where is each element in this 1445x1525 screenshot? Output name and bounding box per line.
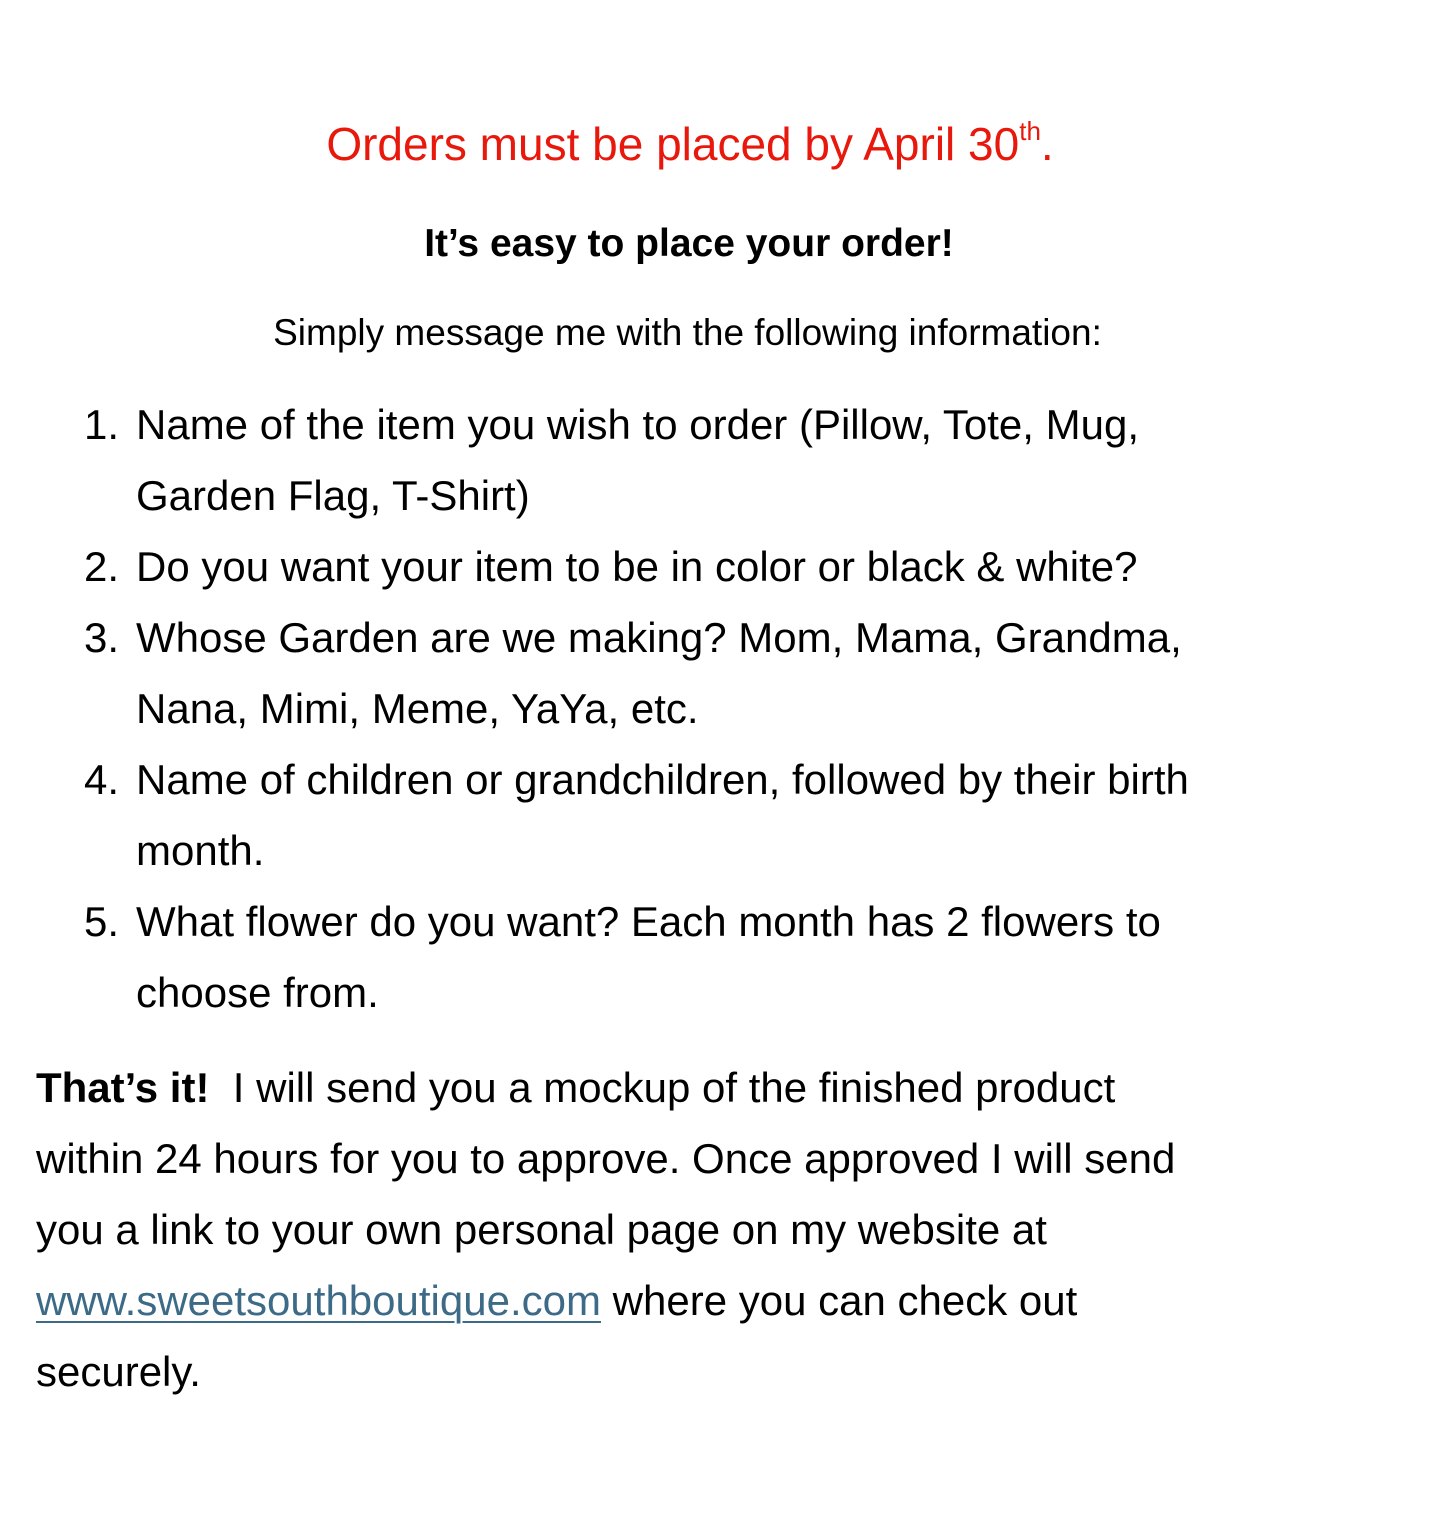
step-number: 2. — [84, 543, 120, 590]
closing-line4-text: where you can check out — [600, 1277, 1078, 1324]
step-number: 3. — [84, 614, 120, 661]
closing-line: securely. — [36, 1348, 201, 1395]
closing-line: within 24 hours for you to approve. Once approved I will send — [36, 1135, 1176, 1182]
deadline-text: Orders must be placed by April 30 — [326, 118, 1020, 170]
step-line: choose from. — [136, 969, 379, 1016]
step-line: Nana, Mimi, Meme, YaYa, etc. — [136, 685, 699, 732]
deadline-ordinal-suffix: th — [1019, 116, 1041, 146]
step-line: Garden Flag, T-Shirt) — [136, 472, 530, 519]
order-steps-list — [84, 389, 1404, 1028]
closing-line — [36, 1265, 1416, 1336]
closing-paragraph — [36, 1052, 1416, 1407]
step-number: 1. — [84, 401, 120, 448]
closing-line1-text: I will send you a mockup of the finished product — [209, 1064, 1116, 1111]
step-text — [136, 744, 1404, 886]
closing-line: you a link to your own personal page on my website at — [36, 1206, 1047, 1253]
closing-line — [36, 1052, 1416, 1123]
step-line: Name of the item you wish to order (Pillow, Tote, Mug, — [136, 401, 1139, 448]
order-deadline-notice — [0, 112, 1380, 176]
step-line: Name of children or grandchildren, followed by their birth — [136, 756, 1189, 803]
step-text — [136, 389, 1404, 531]
step-item-2 — [84, 531, 1404, 602]
step-item-1 — [84, 389, 1404, 531]
website-link[interactable]: www.sweetsouthboutique.com — [36, 1277, 601, 1324]
step-item-4 — [84, 744, 1404, 886]
intro-text: Simply message me with the following information: — [273, 312, 1102, 353]
deadline-period: . — [1040, 118, 1054, 170]
step-text — [136, 531, 1404, 602]
step-line: What flower do you want? Each month has 2 flowers to — [136, 898, 1161, 945]
step-number: 5. — [84, 898, 120, 945]
step-line: Whose Garden are we making? Mom, Mama, Grandma, — [136, 614, 1182, 661]
closing-lead: That’s it! — [36, 1064, 210, 1111]
step-text — [136, 886, 1404, 1028]
step-text — [136, 602, 1404, 744]
step-item-3 — [84, 602, 1404, 744]
step-line: Do you want your item to be in color or black & white? — [136, 543, 1138, 590]
step-item-5 — [84, 886, 1404, 1028]
step-number: 4. — [84, 756, 120, 803]
step-line: month. — [136, 827, 265, 874]
page-heading: It’s easy to place your order! — [424, 222, 954, 265]
